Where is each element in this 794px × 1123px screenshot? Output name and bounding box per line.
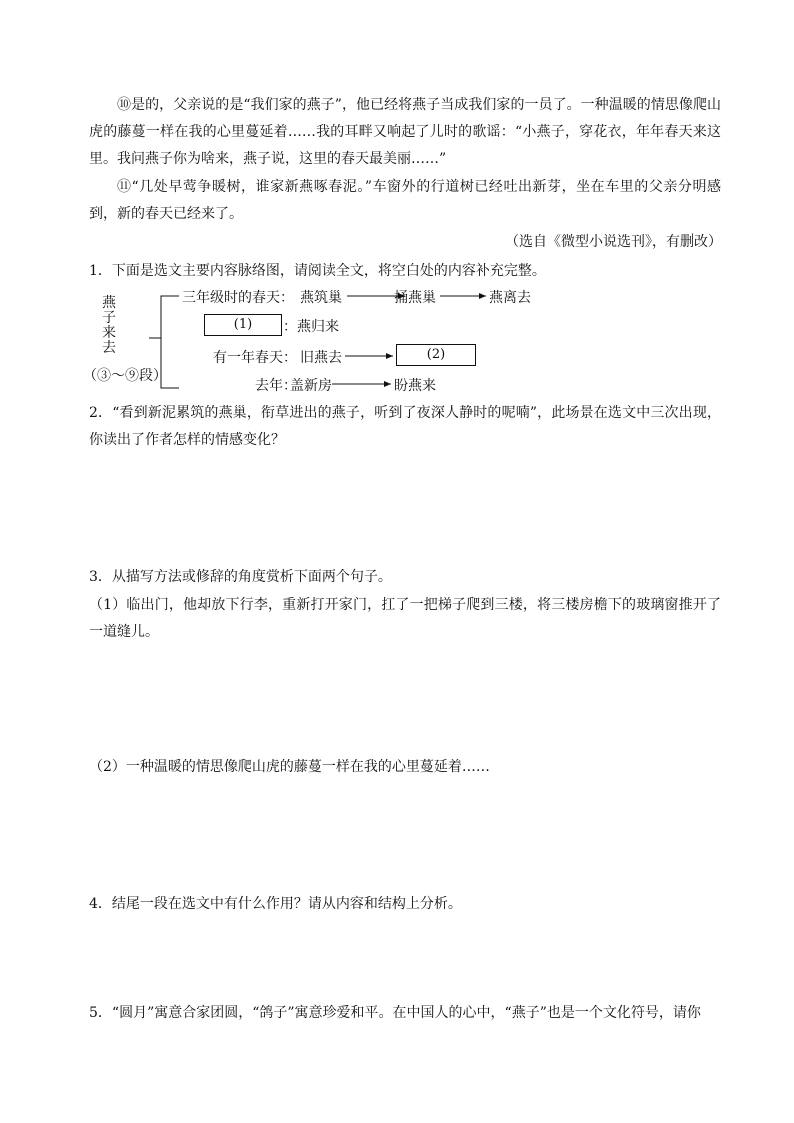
row3-item-a: 旧燕去 (300, 350, 342, 366)
paragraph-11: ⑪“几处早莺争暖树，谁家新燕啄春泥。”车窗外的行道树已经吐出新芽，坐在车里的父亲分明感到，新的春天已经来了。 (89, 179, 721, 222)
row4-item-a: 盖新房 (290, 378, 332, 394)
row1-item-a: 燕筑巢 (300, 290, 342, 306)
source-note: （选自《微型小说选刊》，有删改） (505, 234, 722, 250)
row1-item-c: 燕离去 (489, 290, 531, 306)
question-2: 2．“看到新泥累筑的燕巢，衔草进出的燕子，听到了夜深人静时的呢喃”，此场景在选文中三次出现，你读出了作者怎样的情感变化？ (89, 405, 721, 448)
row1-item-b: 捅燕巢 (394, 290, 436, 306)
content-outline-diagram (83, 288, 549, 394)
question-3: 3．从描写方法或修辞的角度赏析下面两个句子。 (89, 569, 392, 585)
question-3-2: （2）一种温暖的情思像爬山虎的藤蔓一样在我的心里蔓延着…… (89, 759, 490, 775)
question-5: 5．“圆月”寓意合家团圆，“鸽子”寓意珍爱和平。在中国人的心中，“燕子”也是一个文化符号，请你 (89, 1005, 701, 1021)
blank-box-1[interactable]: (1) (204, 314, 282, 336)
row3-prefix: 有一年春天： (213, 350, 297, 366)
row2-text: ：燕归来 (283, 319, 339, 335)
question-1: 1．下面是选文主要内容脉络图，请阅读全文，将空白处的内容补充完整。 (89, 263, 546, 279)
side-range: （③～⑨段） (83, 368, 167, 384)
row4-prefix: 去年： (255, 378, 297, 394)
question-3-1: （1）临出门，他却放下行李，重新打开家门，扛了一把梯子爬到三楼，将三楼房檐下的玻璃窗推开了一道缝儿。 (89, 597, 721, 640)
paragraph-10: ⑩是的，父亲说的是“我们家的燕子”，他已经将燕子当成我们家的一员了。一种温暖的情思像爬山虎的藤蔓一样在我的心里蔓延着……我的耳畔又响起了儿时的歌谣：“小燕子，穿花衣，年年春天来这里。我问燕子你为啥来，燕子说，这里的春天最美丽……” (89, 97, 721, 167)
blank-box-2[interactable]: (2) (396, 344, 476, 366)
question-4: 4．结尾一段在选文中有什么作用？请从内容和结构上分析。 (89, 896, 462, 912)
side-label-swallows: 燕子来去 (102, 295, 116, 356)
row1-prefix: 三年级时的春天： (182, 290, 294, 306)
row4-item-b: 盼燕来 (394, 378, 436, 394)
